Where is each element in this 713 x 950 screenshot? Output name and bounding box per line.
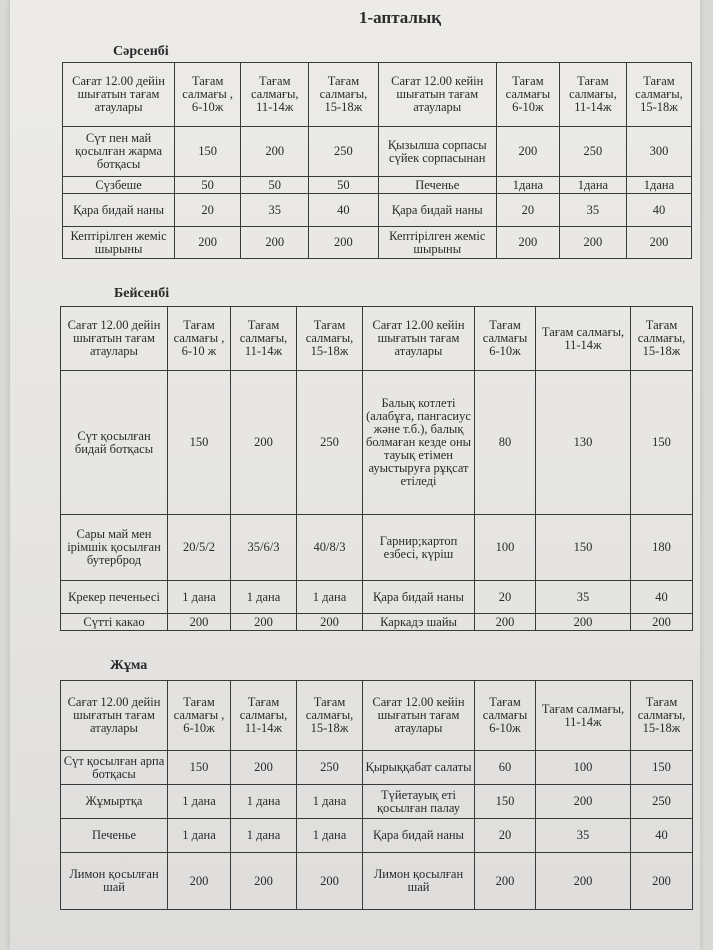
dish-after: Қырыққабат салаты xyxy=(363,751,475,785)
weight-cell: 1 дана xyxy=(168,819,231,853)
weight-cell: 40 xyxy=(631,581,693,614)
weight-cell: 20 xyxy=(475,581,536,614)
weight-cell: 1 дана xyxy=(168,581,231,614)
weight-cell: 300 xyxy=(626,127,691,177)
weight-cell: 200 xyxy=(536,785,631,819)
table-row xyxy=(63,127,692,177)
weight-cell: 200 xyxy=(309,227,378,259)
table-header-row xyxy=(63,63,692,127)
table-row xyxy=(61,371,693,515)
table-header-row xyxy=(61,681,693,751)
menu-table-thursday xyxy=(60,306,693,631)
weight-cell: 250 xyxy=(297,371,363,515)
weight-cell: 1дана xyxy=(626,177,691,194)
weight-cell: 150 xyxy=(168,751,231,785)
dish-after: Каркадэ шайы xyxy=(363,614,475,631)
header-weight-15-18-after: Тағам салмағы, 15-18ж xyxy=(631,307,693,371)
weight-cell: 250 xyxy=(559,127,626,177)
header-weight-11-14-after: Тағам салмағы, 11-14ж xyxy=(536,681,631,751)
weight-cell: 50 xyxy=(241,177,309,194)
dish-before: Сүзбеше xyxy=(63,177,175,194)
weight-cell: 250 xyxy=(631,785,693,819)
weight-cell: 200 xyxy=(536,853,631,910)
weight-cell: 1 дана xyxy=(168,785,231,819)
table-row xyxy=(61,785,693,819)
header-weight-15-18-after: Тағам салмағы, 15-18ж xyxy=(631,681,693,751)
weight-cell: 200 xyxy=(297,614,363,631)
weight-cell: 40 xyxy=(309,194,378,227)
table-row xyxy=(61,853,693,910)
weight-cell: 200 xyxy=(475,853,536,910)
dish-after: Қызылша сорпасы сүйек сорпасынан xyxy=(378,127,496,177)
dish-after: Қара бидай наны xyxy=(363,581,475,614)
weight-cell: 150 xyxy=(475,785,536,819)
weight-cell: 1дана xyxy=(559,177,626,194)
weight-cell: 50 xyxy=(309,177,378,194)
dish-before: Сүт қосылған арпа ботқасы xyxy=(61,751,168,785)
weight-cell: 200 xyxy=(496,127,559,177)
weight-cell: 40 xyxy=(626,194,691,227)
header-after-noon: Сағат 12.00 кейін шығатын тағам атаулары xyxy=(363,307,475,371)
dish-after: Қара бидай наны xyxy=(363,819,475,853)
header-weight-11-14: Тағам салмағы, 11-14ж xyxy=(231,307,297,371)
weight-cell: 200 xyxy=(168,853,231,910)
weight-cell: 40 xyxy=(631,819,693,853)
header-weight-11-14: Тағам салмағы, 11-14ж xyxy=(241,63,309,127)
weight-cell: 35 xyxy=(241,194,309,227)
header-after-noon: Сағат 12.00 кейін шығатын тағам атаулары xyxy=(363,681,475,751)
weight-cell: 200 xyxy=(496,227,559,259)
weight-cell: 200 xyxy=(175,227,241,259)
header-weight-6-10-after: Тағам салмағы 6-10ж xyxy=(496,63,559,127)
weight-cell: 200 xyxy=(241,127,309,177)
header-weight-15-18: Тағам салмағы, 15-18ж xyxy=(297,681,363,751)
weight-cell: 250 xyxy=(309,127,378,177)
weight-cell: 200 xyxy=(559,227,626,259)
weight-cell: 200 xyxy=(231,614,297,631)
table-row xyxy=(63,194,692,227)
weight-cell: 1дана xyxy=(496,177,559,194)
weight-cell: 1 дана xyxy=(297,785,363,819)
table-row xyxy=(61,515,693,581)
header-before-noon: Сағат 12.00 дейін шығатын тағам атаулары xyxy=(61,307,168,371)
table-header-row xyxy=(61,307,693,371)
header-weight-6-10-after: Тағам салмағы 6-10ж xyxy=(475,307,536,371)
weight-cell: 1 дана xyxy=(297,581,363,614)
table-row xyxy=(63,227,692,259)
weight-cell: 200 xyxy=(631,853,693,910)
weight-cell: 60 xyxy=(475,751,536,785)
weight-cell: 150 xyxy=(536,515,631,581)
weight-cell: 200 xyxy=(168,614,231,631)
weight-cell: 1 дана xyxy=(231,581,297,614)
weight-cell: 250 xyxy=(297,751,363,785)
weight-cell: 20 xyxy=(475,819,536,853)
header-weight-6-10: Тағам салмағы , 6-10ж xyxy=(175,63,241,127)
dish-before: Печенье xyxy=(61,819,168,853)
dish-before: Кептірілген жеміс шырыны xyxy=(63,227,175,259)
weight-cell: 200 xyxy=(231,751,297,785)
table-row xyxy=(61,819,693,853)
header-weight-6-10: Тағам салмағы , 6-10ж xyxy=(168,681,231,751)
page-title: 1-апталық xyxy=(358,8,442,27)
header-weight-15-18-after: Тағам салмағы, 15-18ж xyxy=(626,63,691,127)
weight-cell: 200 xyxy=(241,227,309,259)
menu-table-friday xyxy=(60,680,693,910)
weight-cell: 150 xyxy=(631,751,693,785)
dish-before: Лимон қосылған шай xyxy=(61,853,168,910)
weight-cell: 35/6/3 xyxy=(231,515,297,581)
weight-cell: 200 xyxy=(231,853,297,910)
header-after-noon: Сағат 12.00 кейін шығатын тағам атаулары xyxy=(378,63,496,127)
weight-cell: 200 xyxy=(536,614,631,631)
header-weight-11-14-after: Тағам салмағы, 11-14ж xyxy=(559,63,626,127)
weight-cell: 35 xyxy=(536,581,631,614)
day-title-friday: Жұма xyxy=(110,658,148,673)
weight-cell: 150 xyxy=(631,371,693,515)
document-page xyxy=(10,0,700,950)
weight-cell: 100 xyxy=(536,751,631,785)
menu-table-wednesday xyxy=(62,62,692,259)
weight-cell: 50 xyxy=(175,177,241,194)
dish-before: Крекер печеньесі xyxy=(61,581,168,614)
weight-cell: 40/8/3 xyxy=(297,515,363,581)
table-row xyxy=(61,614,693,631)
weight-cell: 150 xyxy=(175,127,241,177)
dish-after: Лимон қосылған шай xyxy=(363,853,475,910)
weight-cell: 80 xyxy=(475,371,536,515)
dish-before: Сүт қосылған бидай ботқасы xyxy=(61,371,168,515)
weight-cell: 35 xyxy=(559,194,626,227)
dish-before: Жұмыртқа xyxy=(61,785,168,819)
weight-cell: 200 xyxy=(475,614,536,631)
dish-before: Қара бидай наны xyxy=(63,194,175,227)
weight-cell: 20 xyxy=(175,194,241,227)
weight-cell: 200 xyxy=(626,227,691,259)
weight-cell: 1 дана xyxy=(231,785,297,819)
dish-after: Печенье xyxy=(378,177,496,194)
day-title-thursday: Бейсенбі xyxy=(114,286,170,301)
header-weight-11-14-after: Тағам салмағы, 11-14ж xyxy=(536,307,631,371)
header-before-noon: Сағат 12.00 дейін шығатын тағам атаулары xyxy=(61,681,168,751)
table-row xyxy=(63,177,692,194)
dish-after: Қара бидай наны xyxy=(378,194,496,227)
weight-cell: 180 xyxy=(631,515,693,581)
header-weight-15-18: Тағам салмағы, 15-18ж xyxy=(297,307,363,371)
dish-after: Балық котлеті (алабұға, пангасиус және т.б.), балық болмаған кезде оны тауық етімен ауыстыруға рұқсат етіледі xyxy=(363,371,475,515)
header-weight-6-10: Тағам салмағы , 6-10 ж xyxy=(168,307,231,371)
header-weight-15-18: Тағам салмағы, 15-18ж xyxy=(309,63,378,127)
weight-cell: 1 дана xyxy=(297,819,363,853)
header-weight-11-14: Тағам салмағы, 11-14ж xyxy=(231,681,297,751)
header-weight-6-10-after: Тағам салмағы 6-10ж xyxy=(475,681,536,751)
dish-before: Сүтті какао xyxy=(61,614,168,631)
weight-cell: 200 xyxy=(631,614,693,631)
weight-cell: 20/5/2 xyxy=(168,515,231,581)
weight-cell: 20 xyxy=(496,194,559,227)
weight-cell: 100 xyxy=(475,515,536,581)
weight-cell: 35 xyxy=(536,819,631,853)
table-row xyxy=(61,751,693,785)
weight-cell: 130 xyxy=(536,371,631,515)
weight-cell: 200 xyxy=(231,371,297,515)
weight-cell: 200 xyxy=(297,853,363,910)
dish-after: Гарнир;картоп езбесі, күріш xyxy=(363,515,475,581)
dish-after: Түйетауық еті қосылған палау xyxy=(363,785,475,819)
weight-cell: 150 xyxy=(168,371,231,515)
table-row xyxy=(61,581,693,614)
day-title-wednesday: Сәрсенбі xyxy=(113,44,169,59)
dish-before: Сүт пен май қосылған жарма ботқасы xyxy=(63,127,175,177)
weight-cell: 1 дана xyxy=(231,819,297,853)
dish-after: Кептірілген жеміс шырыны xyxy=(378,227,496,259)
header-before-noon: Сағат 12.00 дейін шығатын тағам атаулары xyxy=(63,63,175,127)
dish-before: Сары май мен ірімшік қосылған бутерброд xyxy=(61,515,168,581)
